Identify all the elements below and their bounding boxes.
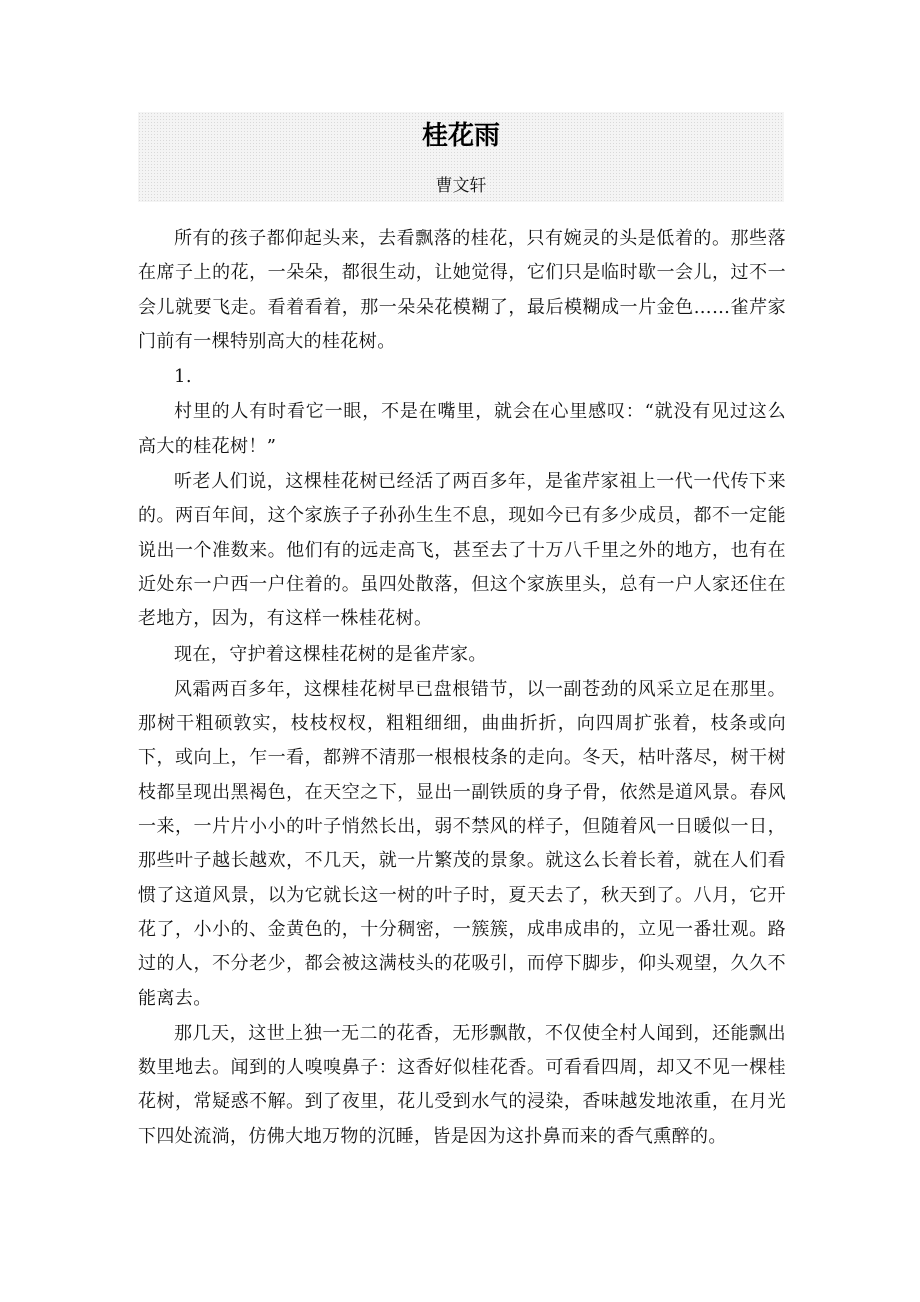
paragraph-6: 风霜两百多年，这棵桂花树早已盘根错节，以一副苍劲的风采立足在那里。那树干粗硕敦实，枝枝杈杈，粗粗细细，曲曲折折，向四周扩张着，枝条或向下，或向上，乍一看，都辨不清那一根根枝条的走向。冬天，枯叶落尽，树干树枝都呈现出黑褐色，在天空之下，显出一副铁质的身子骨，依然是道风景。春风一来，一片片小小的叶子悄然长出，弱不禁风的样子，但随着风一日暖似一日，那些叶子越长越欢，不几天，就一片繁茂的景象。就这么长着长着，就在人们看惯了这道风景，以为它就长这一树的叶子时，夏天去了，秋天到了。八月，它开花了，小小的、金黄色的，十分稠密，一簇簇，成串成串的，立见一番壮观。路过的人，不分老少，都会被这满枝头的花吸引，而停下脚步，仰头观望，久久不能离去。 [138,678,786,1009]
article-author: 曹文轩 [435,176,487,196]
article-title: 桂花雨 [421,121,500,151]
paragraph-1: 所有的孩子都仰起头来，去看飘落的桂花，只有婉灵的头是低着的。那些落在席子上的花，一朵朵，都很生动，让她觉得，它们只是临时歇一会儿，过不一会儿就要飞走。看着看着，那一朵朵花模糊了，最后模糊成一片金色……雀芹家门前有一棵特别高大的桂花树。 [138,228,786,352]
paragraph-7: 那几天，这世上独一无二的花香，无形飘散，不仅使全村人闻到，还能飘出数里地去。闻到的人嗅嗅鼻子：这香好似桂花香。可看看四周，却又不见一棵桂花树，常疑惑不解。到了夜里，花儿受到水气的浸染，香味越发地浓重，在月光下四处流淌，仿佛大地万物的沉睡，皆是因为这扑鼻而来的香气熏醉的。 [138,1022,786,1147]
paragraph-2-section-number: 1. [174,366,192,388]
paragraph-5: 现在，守护着这棵桂花树的是雀芹家。 [174,643,487,665]
article-body [138,222,786,1155]
paragraph-4: 听老人们说，这棵桂花树已经活了两百多年，是雀芹家祖上一代一代传下来的。两百年间，这个家族子子孙孙生生不息，现如今已有多少成员，都不一定能说出一个准数来。他们有的远走高飞，甚至去了十万八千里之外的地方，也有在近处东一户西一户住着的。虽四处散落，但这个家族里头，总有一户人家还住在老地方，因为，有这样一株桂花树。 [138,471,786,630]
paragraph-3: 村里的人有时看它一眼，不是在嘴里，就会在心里感叹：“就没有见过这么高大的桂花树！” [138,401,786,457]
